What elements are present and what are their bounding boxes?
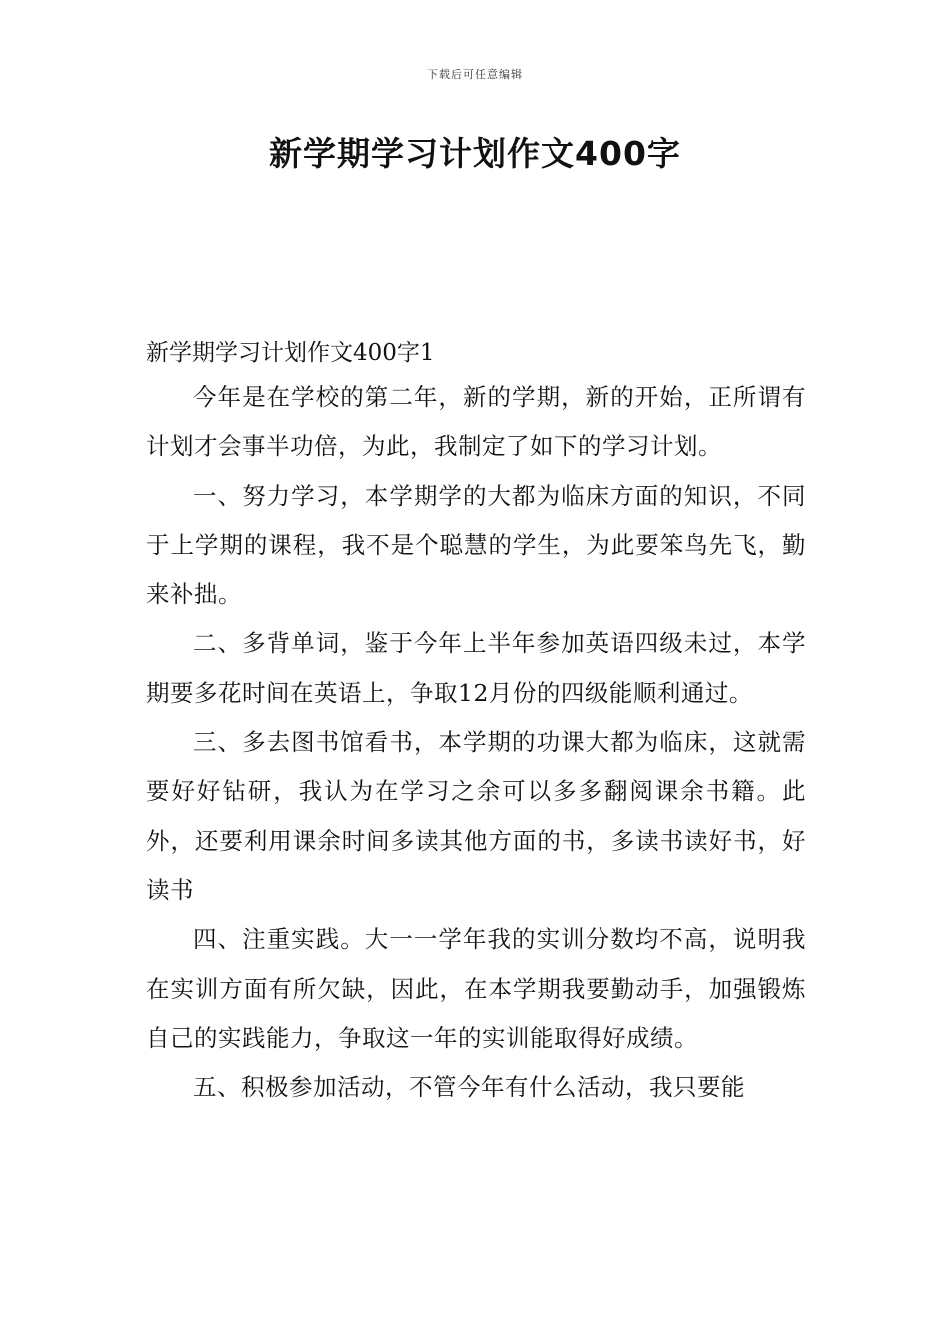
- paragraph-3: 二、多背单词，鉴于今年上半年参加英语四级未过，本学期要多花时间在英语上，争取12月份的四级能顺利通过。: [146, 629, 806, 707]
- paragraph-5: 四、注重实践。大一一学年我的实训分数均不高，说明我在实训方面有所欠缺，因此，在本学期我要勤动手，加强锻炼自己的实践能力，争取这一年的实训能取得好成绩。: [146, 925, 806, 1052]
- paragraph-1: 今年是在学校的第二年，新的学期，新的开始，正所谓有计划才会事半功倍，为此，我制定了如下的学习计划。: [146, 383, 806, 461]
- section-heading: 新学期学习计划作文400字1: [146, 340, 435, 366]
- paragraph-6: 五、积极参加活动，不管今年有什么活动，我只要能: [193, 1073, 745, 1102]
- document-title: 新学期学习计划作文400字: [269, 134, 681, 173]
- body-text: [146, 373, 806, 1112]
- header-note: 下载后可任意编辑: [427, 68, 523, 81]
- paragraph-4: 三、多去图书馆看书，本学期的功课大都为临床，这就需要好好钻研，我认为在学习之余可以多多翻阅课余书籍。此外，还要利用课余时间多读其他方面的书，多读书读好书，好读书: [146, 728, 806, 904]
- paragraph-2: 一、努力学习，本学期学的大都为临床方面的知识，不同于上学期的课程，我不是个聪慧的学生，为此要笨鸟先飞，勤来补拙。: [146, 481, 806, 609]
